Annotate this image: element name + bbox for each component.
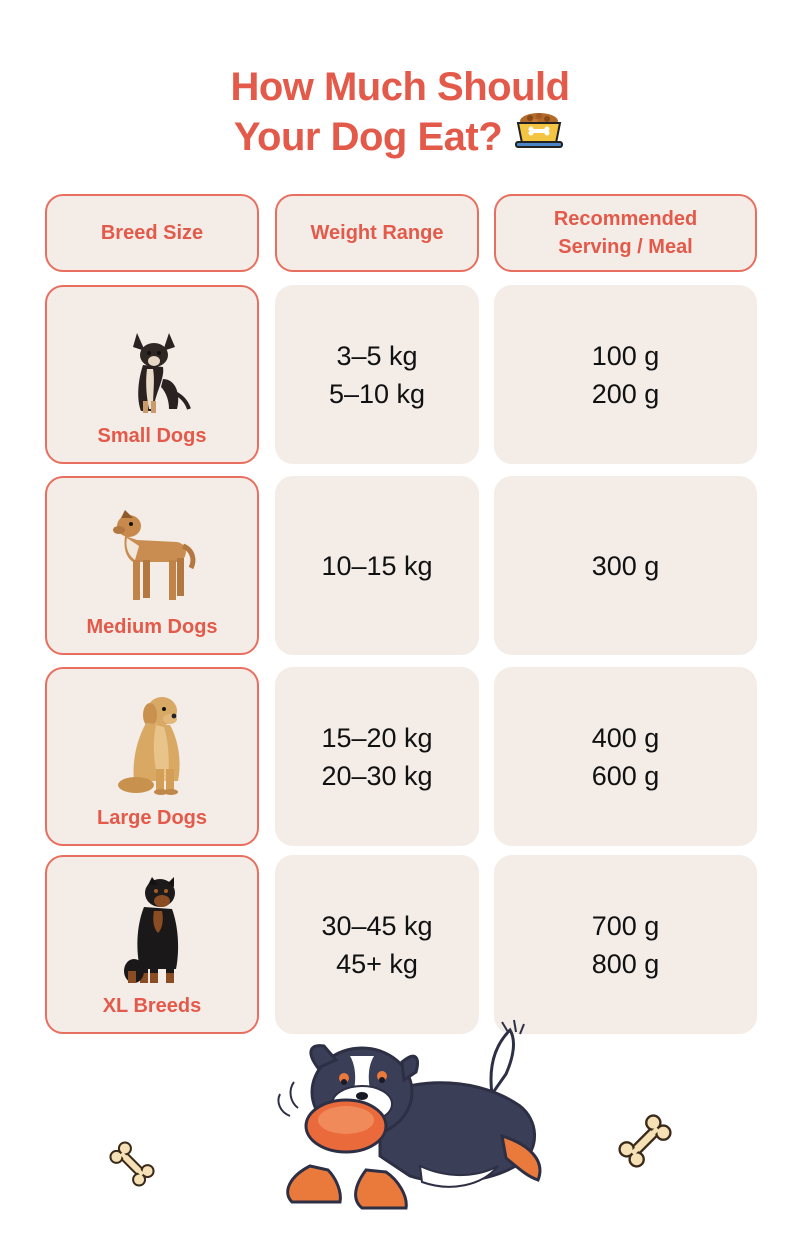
header-serving-line-1: Recommended [553, 208, 698, 230]
breed-label-large: Large Dogs [96, 807, 208, 829]
page-title [0, 62, 800, 165]
header-breed-size-label: Breed Size [100, 222, 204, 244]
weight-cell-xl [275, 855, 479, 1034]
weight-cell-medium [275, 476, 479, 655]
breed-cell-small [45, 285, 259, 464]
title-line-2-text: Your Dog Eat? [233, 115, 503, 159]
header-weight-range [275, 194, 479, 272]
weight-cell-large [275, 667, 479, 846]
serving-value: 700 g [591, 910, 660, 941]
weight-value: 20–30 kg [321, 760, 433, 791]
serving-cell-small [494, 285, 757, 464]
medium-dog-icon [107, 506, 197, 610]
dog-bowl-icon [512, 109, 566, 161]
weight-value: 15–20 kg [321, 722, 433, 753]
header-serving-line-2: Serving / Meal [558, 236, 693, 258]
breed-label-medium: Medium Dogs [86, 616, 218, 638]
weight-value: 45+ kg [336, 948, 418, 979]
bone-icon [104, 1136, 160, 1197]
serving-value: 300 g [591, 550, 660, 581]
header-weight-range-label: Weight Range [310, 222, 444, 244]
weight-value: 3–5 kg [336, 340, 418, 371]
weight-cell-small [275, 285, 479, 464]
rottweiler-icon [106, 873, 198, 989]
breed-label-small: Small Dogs [97, 425, 207, 447]
breed-cell-medium [45, 476, 259, 655]
breed-cell-xl [45, 855, 259, 1034]
header-breed-size [45, 194, 259, 272]
serving-value: 800 g [591, 948, 660, 979]
breed-label-xl: XL Breeds [102, 995, 202, 1017]
header-serving [494, 194, 757, 272]
golden-retriever-icon [106, 689, 198, 801]
title-line-1: How Much Should [230, 65, 570, 109]
serving-value: 100 g [591, 340, 660, 371]
breed-cell-large [45, 667, 259, 846]
serving-cell-xl [494, 855, 757, 1034]
weight-value: 30–45 kg [321, 910, 433, 941]
playful-dog-illustration [270, 1016, 580, 1221]
serving-cell-medium [494, 476, 757, 655]
serving-value: 400 g [591, 722, 660, 753]
serving-cell-large [494, 667, 757, 846]
weight-value: 5–10 kg [328, 378, 426, 409]
chihuahua-icon [107, 323, 197, 419]
title-line-2 [0, 112, 800, 165]
weight-value: 10–15 kg [321, 550, 433, 581]
serving-value: 200 g [591, 378, 660, 409]
bone-icon [612, 1108, 678, 1179]
serving-value: 600 g [591, 760, 660, 791]
